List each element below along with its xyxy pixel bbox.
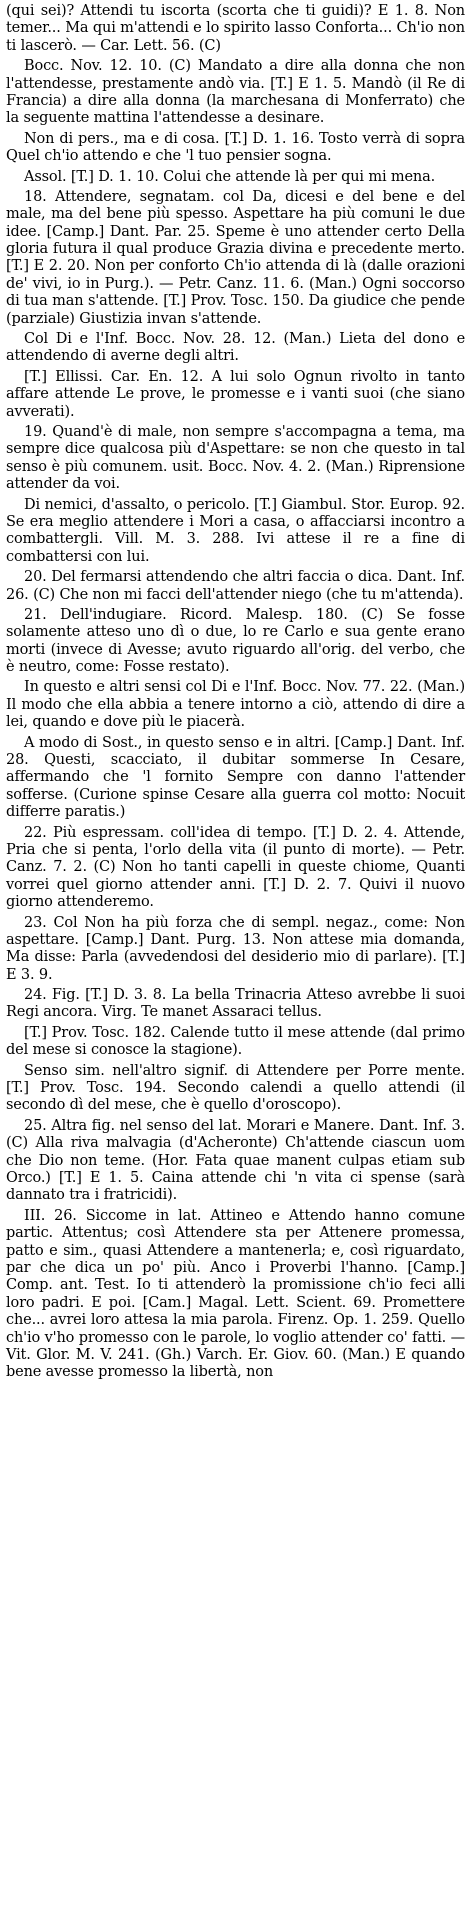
entry-paragraph: 25. Altra fig. nel senso del lat. Morari e Manere. Dant. Inf. 3. (C) Alla riva malvagia (d'Acheronte) Ch'attende ciascun uom che Dio non teme. (Hor. Fata quae manent culpas etiam sub Orco.) [T.] E 1. 5. Caina attende chi 'n vita ci spense (sarà dannato tra i fratricidi). [6, 1117, 465, 1204]
entry-paragraph: 23. Col Non ha più forza che di sempl. negaz., come: Non aspettare. [Camp.] Dant. Purg. 13. Non attese mia domanda, Ma disse: Parla (avvedendosi del desiderio mio di parlare). [T.] E 3. 9. [6, 914, 465, 983]
entry-paragraph: Col Di e l'Inf. Bocc. Nov. 28. 12. (Man.) Lieta del dono e attendendo di averne degli altri. [6, 331, 465, 365]
entry-paragraph: Assol. [T.] D. 1. 10. Colui che attende là per qui mi mena. [24, 168, 436, 185]
entry-paragraph: In questo e altri sensi col Di e l'Inf. Bocc. Nov. 77. 22. (Man.) Il modo che ella abbia a tenere intorno a ciò, attendo di dire a lei, quando e dove più le piacerà. [6, 679, 465, 731]
entry-paragraph: 18. Attendere, segnatam. col Da, dicesi e del bene e del male, ma del bene più spesso. Aspettare ha più comuni le due idee. [Camp.] Dant. Par. 25. Speme è uno attender certo Della gloria futura il qual produce Grazia divina e precedente merto. [T.] E 2. 20. Non per conforto Ch'io attenda di là (dalle orazioni de' vivi, io in Purg.). — Petr. Canz. 11. 6. (Man.) Ogni soccorso di tua man s'attende. [T.] Prov. Tosc. 150. Da giudice che pende (parziale) Giustizia invan s'attende. [6, 188, 465, 327]
entry-paragraph: 24. Fig. [T.] D. 3. 8. La bella Trinacria Atteso avrebbe li suoi Regi ancora. Virg. Te manet Assaraci tellus. [6, 987, 465, 1021]
entry-paragraph: 19. Quand'è di male, non sempre s'accompagna a tema, ma sempre dice qualcosa più d'Aspettare: se non che questo in tal senso è più comunem. usit. Bocc. Nov. 4. 2. (Man.) Riprensione attender da voi. [6, 423, 465, 493]
entry-paragraph: Non di pers., ma e di cosa. [T.] D. 1. 16. Tosto verrà di sopra Quel ch'io attendo e che 'l tuo pensier sogna. [6, 130, 465, 165]
entry-paragraph: [T.] Ellissi. Car. En. 12. A lui solo Ognun rivolto in tanto affare attende Le prove, le promesse e i vanti suoi (che siano avverati). [6, 368, 465, 420]
entry-paragraph: Di nemici, d'assalto, o pericolo. [T.] Giambul. Stor. Europ. 92. Se era meglio attendere i Mori a casa, o affacciarsi incontro a combattergli. Vill. M. 3. 288. Ivi attese il re a fine di combattersi con lui. [6, 496, 465, 565]
entry-paragraph: 21. Dell'indugiare. Ricord. Malesp. 180. (C) Se fosse solamente atteso uno dì o due, lo re Carlo e sua gente erano morti (invece di Avesse; avuto riguardo all'orig. del verbo, che è neutro, come: Fosse restato). [6, 606, 465, 676]
entry-paragraph: (qui sei)? Attendi tu iscorta (scorta che ti guidi)? E 1. 8. Non temer... Ma qui m'attendi e lo spirito lasso Conforta... Ch'io non ti lascerò. — Car. Lett. 56. (C) [6, 3, 465, 54]
entry-paragraph: Bocc. Nov. 12. 10. (C) Mandato a dire alla donna che non l'attendesse, prestamente andò via. [T.] E 1. 5. Mandò (il Re di Francia) a dire alla donna (la marchesana di Monferrato) che la seguente mattina l'attendesse a desinare. [6, 58, 465, 127]
entry-paragraph: 22. Più espressam. coll'idea di tempo. [T.] D. 2. 4. Attende, Pria che si penta, l'orlo della vita (il punto di morte). — Petr. Canz. 7. 2. (C) Non ho tanti capelli in queste chiome, Quanti vorrei quel giorno attender anni. [T.] D. 2. 7. Quivi il nuovo giorno attenderemo. [6, 824, 465, 911]
entry-paragraph: 20. Del fermarsi attendendo che altri faccia o dica. Dant. Inf. 26. (C) Che non mi facci dell'attender niego (che tu m'attenda). [6, 569, 465, 603]
entry-paragraph: Senso sim. nell'altro signif. di Attendere per Porre mente. [T.] Prov. Tosc. 194. Secondo calendi a quello attendi (il secondo dì del mese, che è quello d'oroscopo). [6, 1062, 465, 1114]
entry-paragraph: A modo di Sost., in questo senso e in altri. [Camp.] Dant. Inf. 28. Questi, scacciato, il dubitar sommerse In Cesare, affermando che 'l fornito Sempre con danno l'attender sofferse. (Curione spinse Cesare alla guerra col motto: Nocuit differre paratis.) [6, 734, 465, 821]
entry-paragraph: [T.] Prov. Tosc. 182. Calende tutto il mese attende (dal primo del mese si conosce la stagione). [6, 1024, 465, 1059]
entry-paragraph: III. 26. Siccome in lat. Attineo e Attendo hanno comune partic. Attentus; così Attendere sta per Attenere promessa, patto e sim., quasi Attendere a mantenerla; e, così riguardato, par che dica un po' più. Anco i Proverbi l'hanno. [Camp.] Comp. ant. Test. Io ti attenderò la promissione ch'io feci alli loro padri. E poi. [Cam.] Magal. Lett. Scient. 69. Promettere che... avrei loro attesa la mia parola. Firenz. Op. 1. 259. Quello ch'io v'ho promesso con le parole, lo voglio attender co' fatti. — Vit. Glor. M. V. 241. (Gh.) Varch. Er. Giov. 60. (Man.) E quando bene avesse promesso la libertà, non [6, 1207, 465, 1381]
